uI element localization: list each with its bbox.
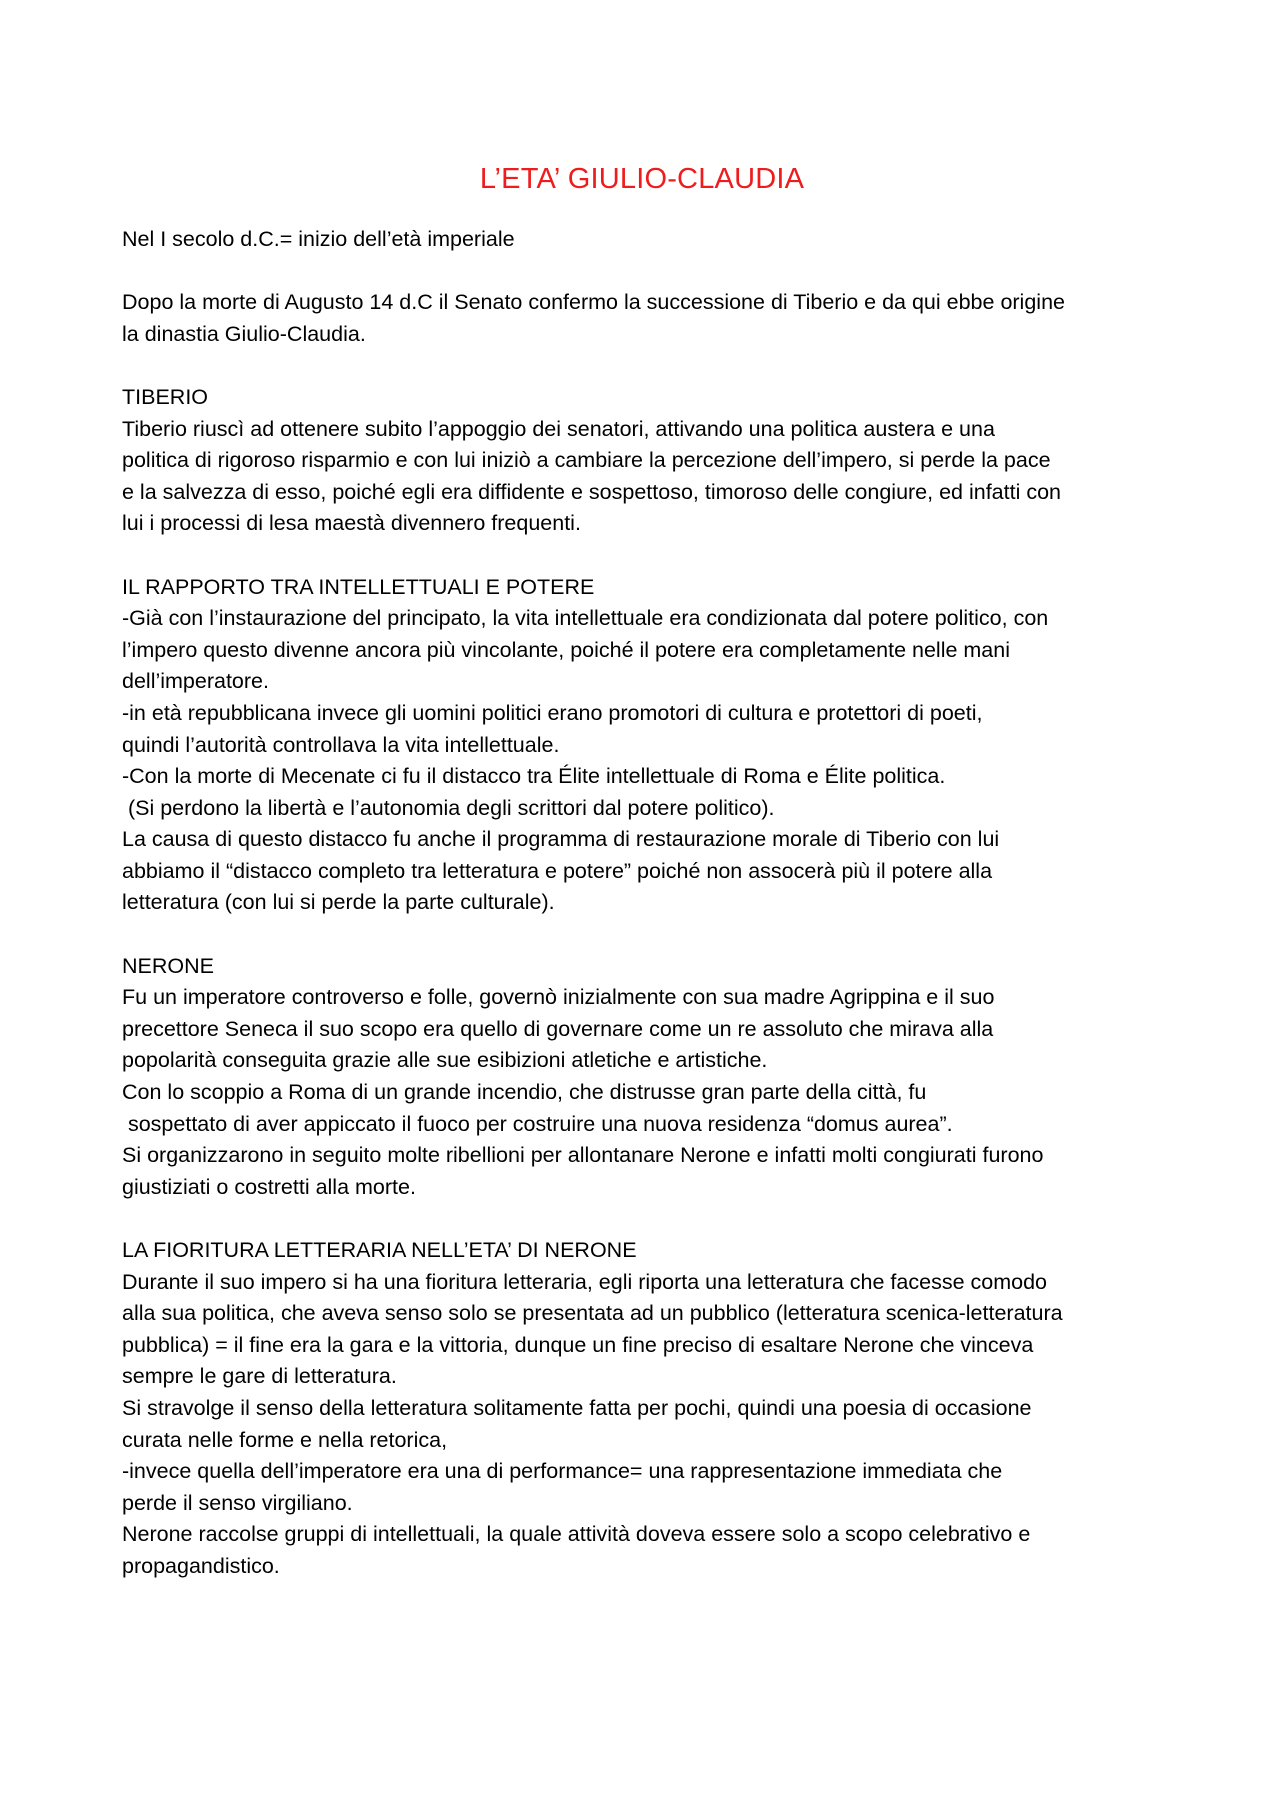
text-line: IL RAPPORTO TRA INTELLETTUALI E POTERE xyxy=(122,574,595,599)
text-line: Con lo scoppio a Roma di un grande incendio, che distrusse gran parte della città, fu xyxy=(122,1080,927,1105)
document-title: L’ETA’ GIULIO-CLAUDIA xyxy=(479,163,805,195)
text-line: pubblica) = il fine era la gara e la vittoria, dunque un fine preciso di esaltare Nerone che vinceva xyxy=(122,1332,1034,1357)
text-line: Dopo la morte di Augusto 14 d.C il Senato confermo la successione di Tiberio e da qui ebbe origine xyxy=(122,290,1065,315)
text-line: letteratura (con lui si perde la parte culturale). xyxy=(122,890,555,915)
text-line: dell’imperatore. xyxy=(122,669,269,694)
paragraph xyxy=(122,572,1162,920)
text-line: quindi l’autorità controllava la vita intellettuale. xyxy=(122,732,560,757)
text-line: e la salvezza di esso, poiché egli era diffidente e sospettoso, timoroso delle congiure, ed infatti con xyxy=(122,479,1061,504)
text-line: curata nelle forme e nella retorica, xyxy=(122,1427,448,1452)
paragraph xyxy=(122,382,1162,540)
text-line: -Già con l’instaurazione del principato, la vita intellettuale era condizionata dal potere politico, con xyxy=(122,606,1049,631)
text-line: -Con la morte di Mecenate ci fu il distacco tra Élite intellettuale di Roma e Élite politica. xyxy=(122,764,946,789)
text-line: la dinastia Giulio-Claudia. xyxy=(122,321,366,346)
text-line: l’impero questo divenne ancora più vincolante, poiché il potere era completamente nelle mani xyxy=(122,637,1010,662)
text-line: Si stravolge il senso della letteratura solitamente fatta per pochi, quindi una poesia di occasione xyxy=(122,1395,1032,1420)
text-line: -invece quella dell’imperatore era una di performance= una rappresentazione immediata che xyxy=(122,1459,1003,1484)
text-line: giustiziati o costretti alla morte. xyxy=(122,1174,416,1199)
text-line: sospettato di aver appiccato il fuoco per costruire una nuova residenza “domus aurea”. xyxy=(122,1111,953,1136)
text-line: abbiamo il “distacco completo tra letteratura e potere” poiché non assocerà più il potere alla xyxy=(122,858,993,883)
paragraph xyxy=(122,287,1162,350)
text-line: lui i processi di lesa maestà divennero frequenti. xyxy=(122,511,581,536)
text-line: NERONE xyxy=(122,953,214,978)
text-line: precettore Seneca il suo scopo era quello di governare come un re assoluto che mirava alla xyxy=(122,1016,994,1041)
text-line: LA FIORITURA LETTERARIA NELL’ETA’ DI NERONE xyxy=(122,1238,637,1262)
text-line: Tiberio riuscì ad ottenere subito l’appoggio dei senatori, attivando una politica austera e una xyxy=(122,416,995,441)
document-body xyxy=(122,224,1162,1583)
text-line: perde il senso virgiliano. xyxy=(122,1490,353,1515)
text-line: Nel I secolo d.C.= inizio dell’età imperiale xyxy=(122,227,515,251)
paragraph xyxy=(122,951,1162,1204)
text-line: Durante il suo impero si ha una fioritura letteraria, egli riporta una letteratura che facesse comodo xyxy=(122,1269,1047,1294)
text-line: Si organizzarono in seguito molte ribellioni per allontanare Nerone e infatti molti congiurati furono xyxy=(122,1143,1044,1168)
text-line: TIBERIO xyxy=(122,384,209,409)
text-line: sempre le gare di letteratura. xyxy=(122,1364,397,1389)
text-line: politica di rigoroso risparmio e con lui iniziò a cambiare la percezione dell’impero, si perde la pace xyxy=(122,448,1051,473)
text-line: propagandistico. xyxy=(122,1553,280,1578)
text-line: Fu un imperatore controverso e folle, governò inizialmente con sua madre Agrippina e il suo xyxy=(122,985,995,1010)
text-line: (Si perdono la libertà e l’autonomia degli scrittori dal potere politico). xyxy=(122,795,775,820)
text-line: La causa di questo distacco fu anche il programma di restaurazione morale di Tiberio con lui xyxy=(122,827,1000,852)
text-line: popolarità conseguita grazie alle sue esibizioni atletiche e artistiche. xyxy=(122,1048,768,1073)
paragraph xyxy=(122,224,1162,256)
paragraph xyxy=(122,1235,1162,1583)
text-line: alla sua politica, che aveva senso solo se presentata ad un pubblico (letteratura scenica-letteratura xyxy=(122,1301,1063,1326)
text-line: Nerone raccolse gruppi di intellettuali, la quale attività doveva essere solo a scopo celebrativo e xyxy=(122,1522,1031,1547)
text-line: -in età repubblicana invece gli uomini politici erano promotori di cultura e protettori di poeti, xyxy=(122,700,983,725)
